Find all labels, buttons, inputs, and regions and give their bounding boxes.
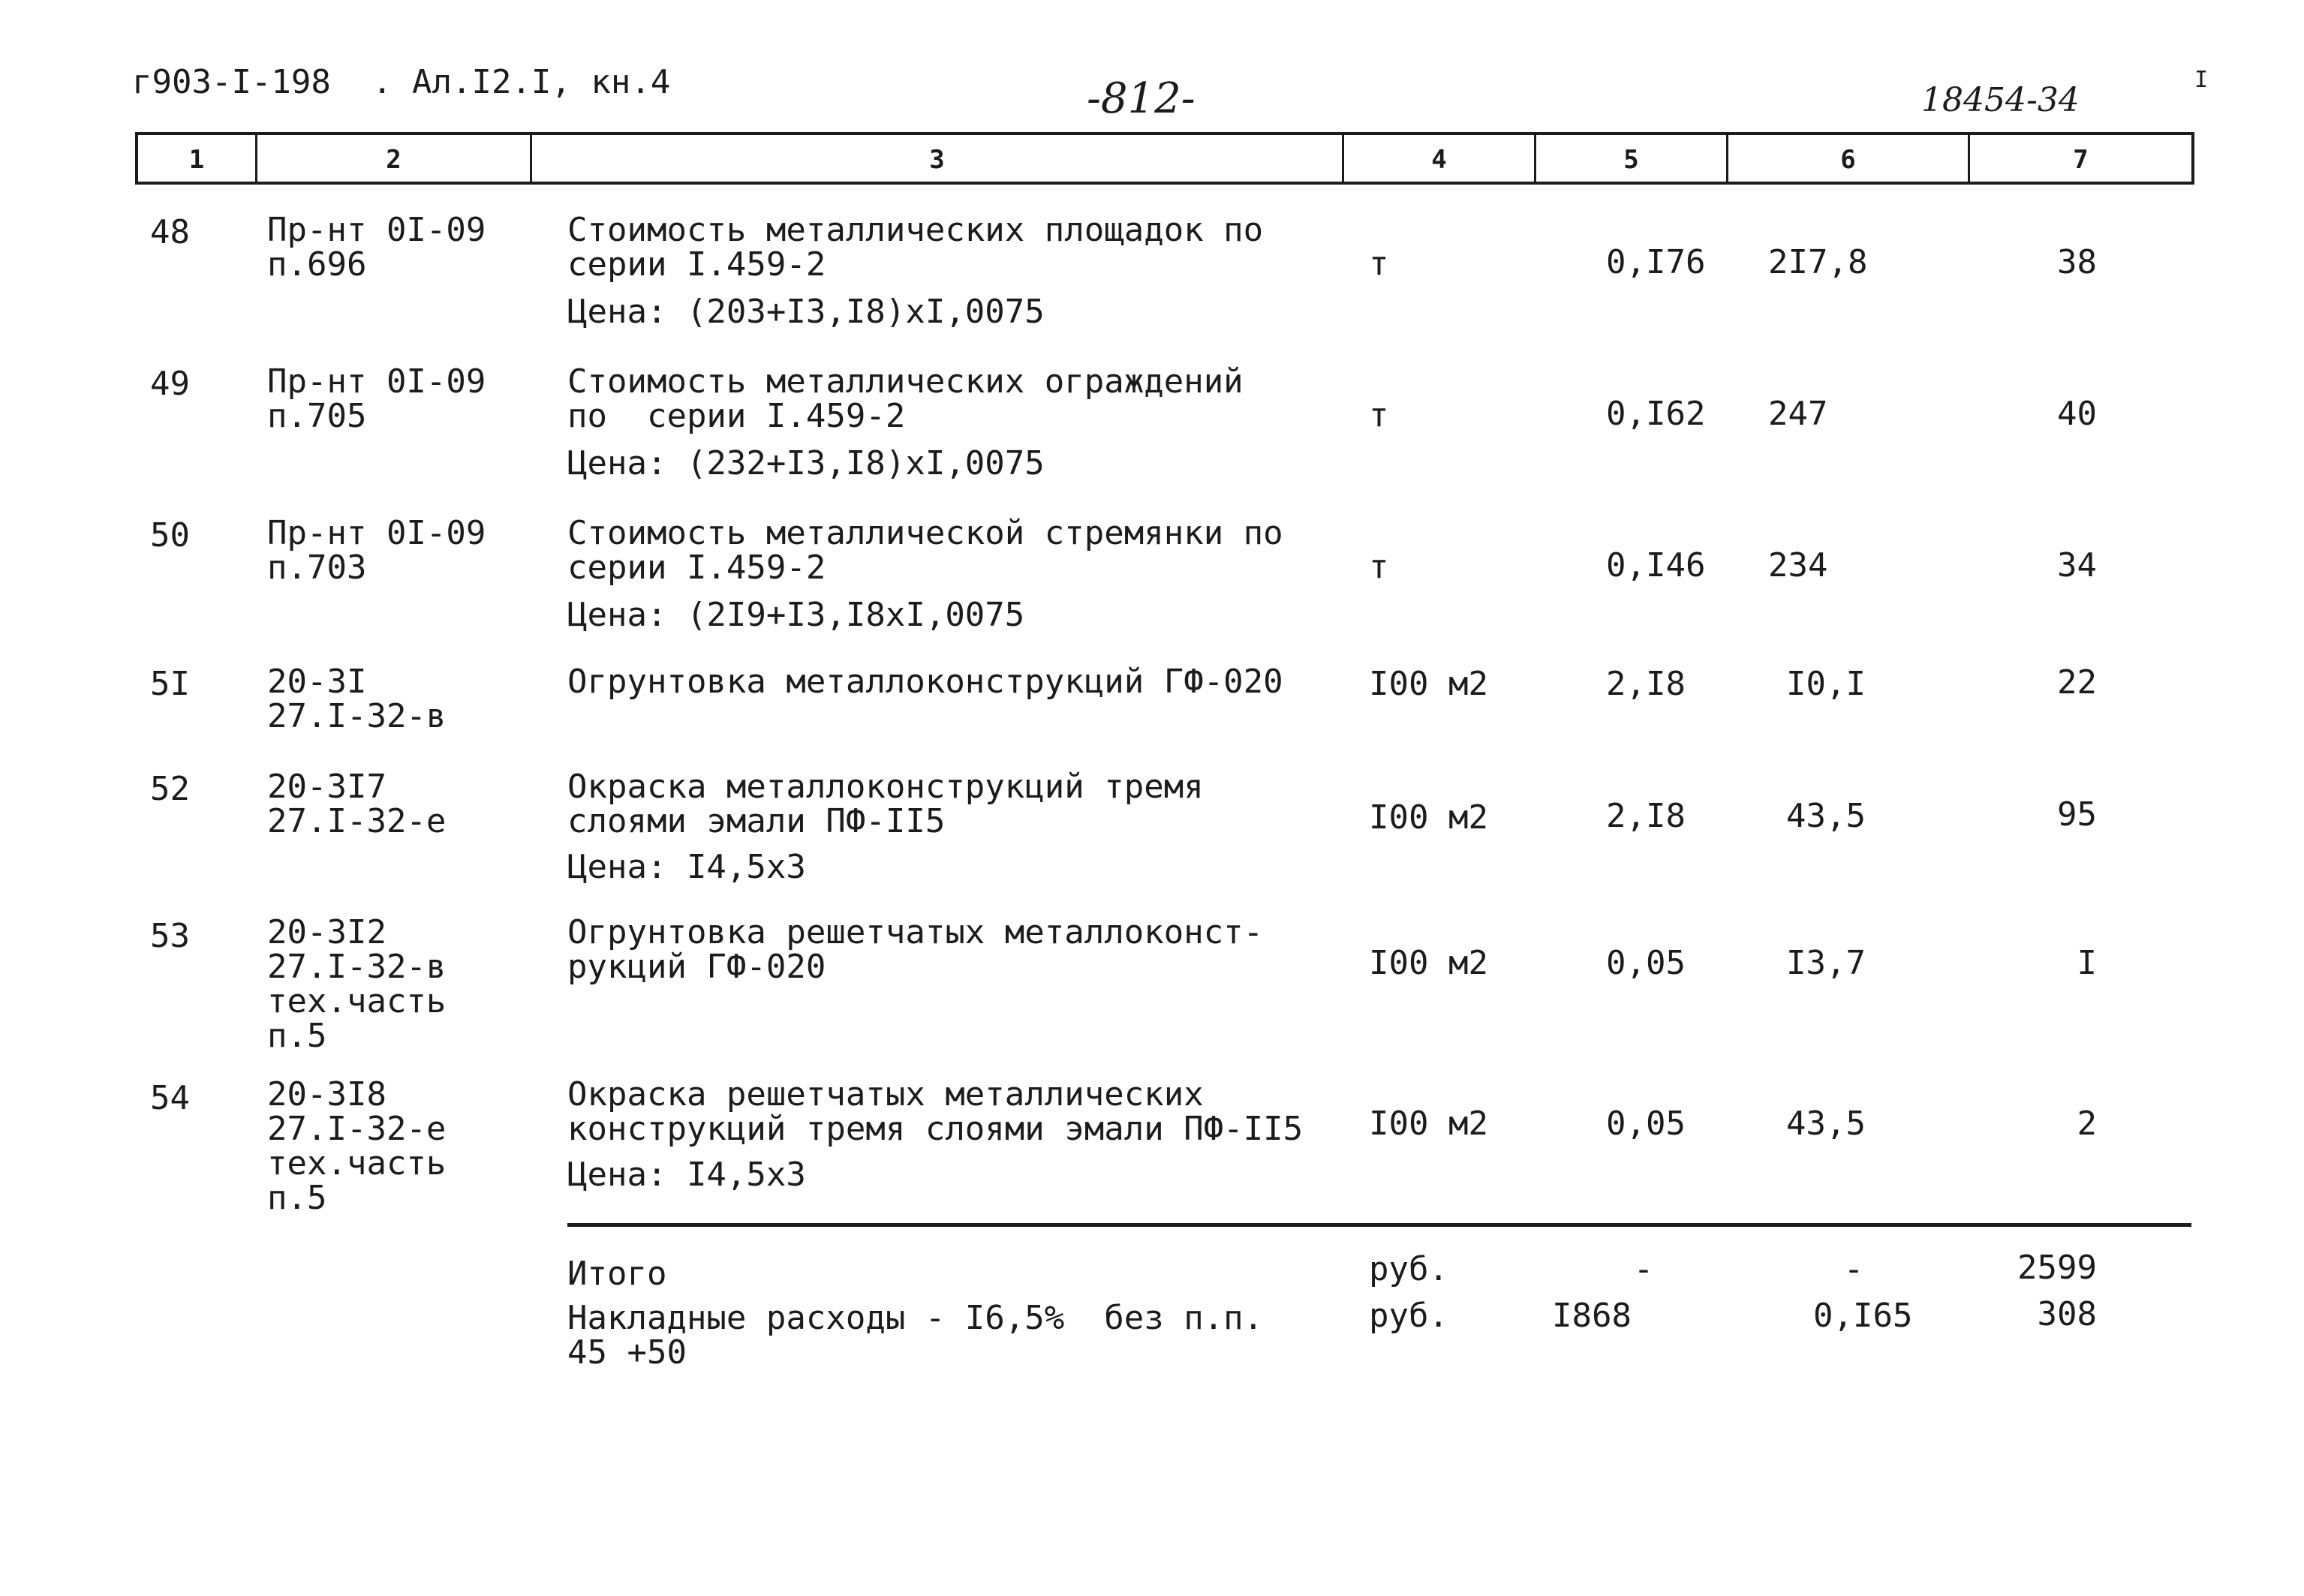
corner-mark: I (2194, 67, 2209, 93)
row-price: Цена: (2I9+I3,I8хI,0075 (567, 596, 1025, 634)
row-name: Стоимость металлической стремянки по серии I.459-2 (567, 514, 1283, 587)
row-quantity: 0,I76 (1606, 243, 1706, 281)
row-name: Огрунтовка решетчатых металлоконст- рукций ГФ-020 (567, 913, 1264, 986)
overhead-base: I868 (1552, 1297, 1632, 1335)
overhead-rate: 0,I65 (1813, 1297, 1913, 1335)
row-total: 40 (2057, 395, 2097, 433)
row-unit-cost: I0,I (1786, 665, 1866, 703)
column-divider (2191, 132, 2194, 185)
album-reference: . Ал.I2.I, кн.4 (372, 63, 671, 101)
column-header: 1 (188, 145, 205, 175)
totals-quantity: - (1633, 1250, 1654, 1288)
column-header: 3 (929, 145, 945, 175)
column-header: 6 (1840, 145, 1856, 175)
row-quantity: 0,I46 (1606, 546, 1706, 585)
row-unit: т (1369, 245, 1389, 283)
row-unit: т (1369, 396, 1389, 434)
column-header: 2 (386, 145, 402, 175)
row-unit-cost: I3,7 (1786, 944, 1866, 982)
row-number: 54 (150, 1079, 190, 1117)
overhead-unit: руб. (1369, 1297, 1448, 1335)
row-price: Цена: I4,5х3 (567, 848, 806, 886)
row-name: Стоимость металлических ограждений по серии I.459-2 (567, 362, 1244, 435)
row-price: Цена: I4,5х3 (567, 1156, 806, 1194)
row-total: 22 (2057, 663, 2097, 702)
row-price: Цена: (232+I3,I8)хI,0075 (567, 444, 1045, 482)
row-code: 20-3I 27.I-32-в (267, 663, 447, 735)
totals-amount: 2599 (2017, 1249, 2097, 1287)
row-quantity: 2,I8 (1606, 665, 1686, 703)
row-name: Окраска металлоконструкций тремя слоями эмали ПФ-II5 (567, 768, 1204, 840)
totals-label: Итого (567, 1255, 667, 1293)
column-header: 7 (2073, 145, 2089, 175)
document-code: г903-I-198 (132, 63, 331, 101)
row-total: 34 (2057, 546, 2097, 585)
row-number: 5I (150, 665, 190, 703)
row-unit-cost: 43,5 (1786, 1105, 1866, 1143)
page-number: -812- (1087, 74, 1196, 123)
row-code: 20-3I7 27.I-32-е (267, 768, 447, 840)
archive-number: 18454-34 (1921, 81, 2080, 119)
row-total: 2 (2077, 1105, 2097, 1143)
row-unit: I00 м2 (1369, 1105, 1488, 1143)
row-total: 95 (2057, 795, 2097, 834)
totals-divider (567, 1223, 2191, 1227)
row-code: 20-3I8 27.I-32-е тех.часть п.5 (267, 1075, 447, 1217)
overhead-amount: 308 (2037, 1295, 2097, 1333)
row-number: 52 (150, 770, 190, 808)
row-name: Стоимость металлических площадок по серии I.459-2 (567, 211, 1264, 284)
row-number: 48 (150, 213, 190, 251)
row-unit: I00 м2 (1369, 944, 1488, 982)
overhead-label: Накладные расходы - I6,5% без п.п. 45 +50 (567, 1299, 1264, 1372)
totals-unit-cost: - (1843, 1250, 1864, 1288)
row-quantity: 0,05 (1606, 944, 1686, 982)
header-bottom-rule (135, 182, 2194, 185)
row-quantity: 0,I62 (1606, 395, 1706, 433)
row-number: 53 (150, 917, 190, 955)
row-total: 38 (2057, 243, 2097, 281)
row-unit-cost: 2I7,8 (1768, 243, 1868, 281)
row-unit: I00 м2 (1369, 665, 1488, 703)
row-name: Огрунтовка металлоконструкций ГФ-020 (567, 663, 1283, 701)
row-unit-cost: 247 (1768, 395, 1828, 433)
row-code: Пр-нт 0I-09 п.705 (267, 362, 486, 435)
row-number: 49 (150, 365, 190, 403)
row-unit-cost: 234 (1768, 546, 1828, 585)
row-quantity: 0,05 (1606, 1105, 1686, 1143)
totals-unit: руб. (1369, 1250, 1448, 1288)
row-number: 50 (150, 516, 190, 555)
row-code: 20-3I2 27.I-32-в тех.часть п.5 (267, 913, 447, 1055)
row-code: Пр-нт 0I-09 п.696 (267, 211, 486, 284)
row-unit: I00 м2 (1369, 798, 1488, 837)
row-name: Окраска решетчатых металлических конструкций тремя слоями эмали ПФ-II5 (567, 1075, 1304, 1148)
column-header: 4 (1431, 145, 1447, 175)
row-quantity: 2,I8 (1606, 797, 1686, 835)
row-total: I (2077, 944, 2097, 982)
column-header: 5 (1623, 145, 1639, 175)
row-unit: т (1369, 548, 1389, 586)
row-price: Цена: (203+I3,I8)хI,0075 (567, 293, 1045, 331)
header-top-rule (135, 132, 2194, 135)
row-unit-cost: 43,5 (1786, 797, 1866, 835)
row-code: Пр-нт 0I-09 п.703 (267, 514, 486, 587)
